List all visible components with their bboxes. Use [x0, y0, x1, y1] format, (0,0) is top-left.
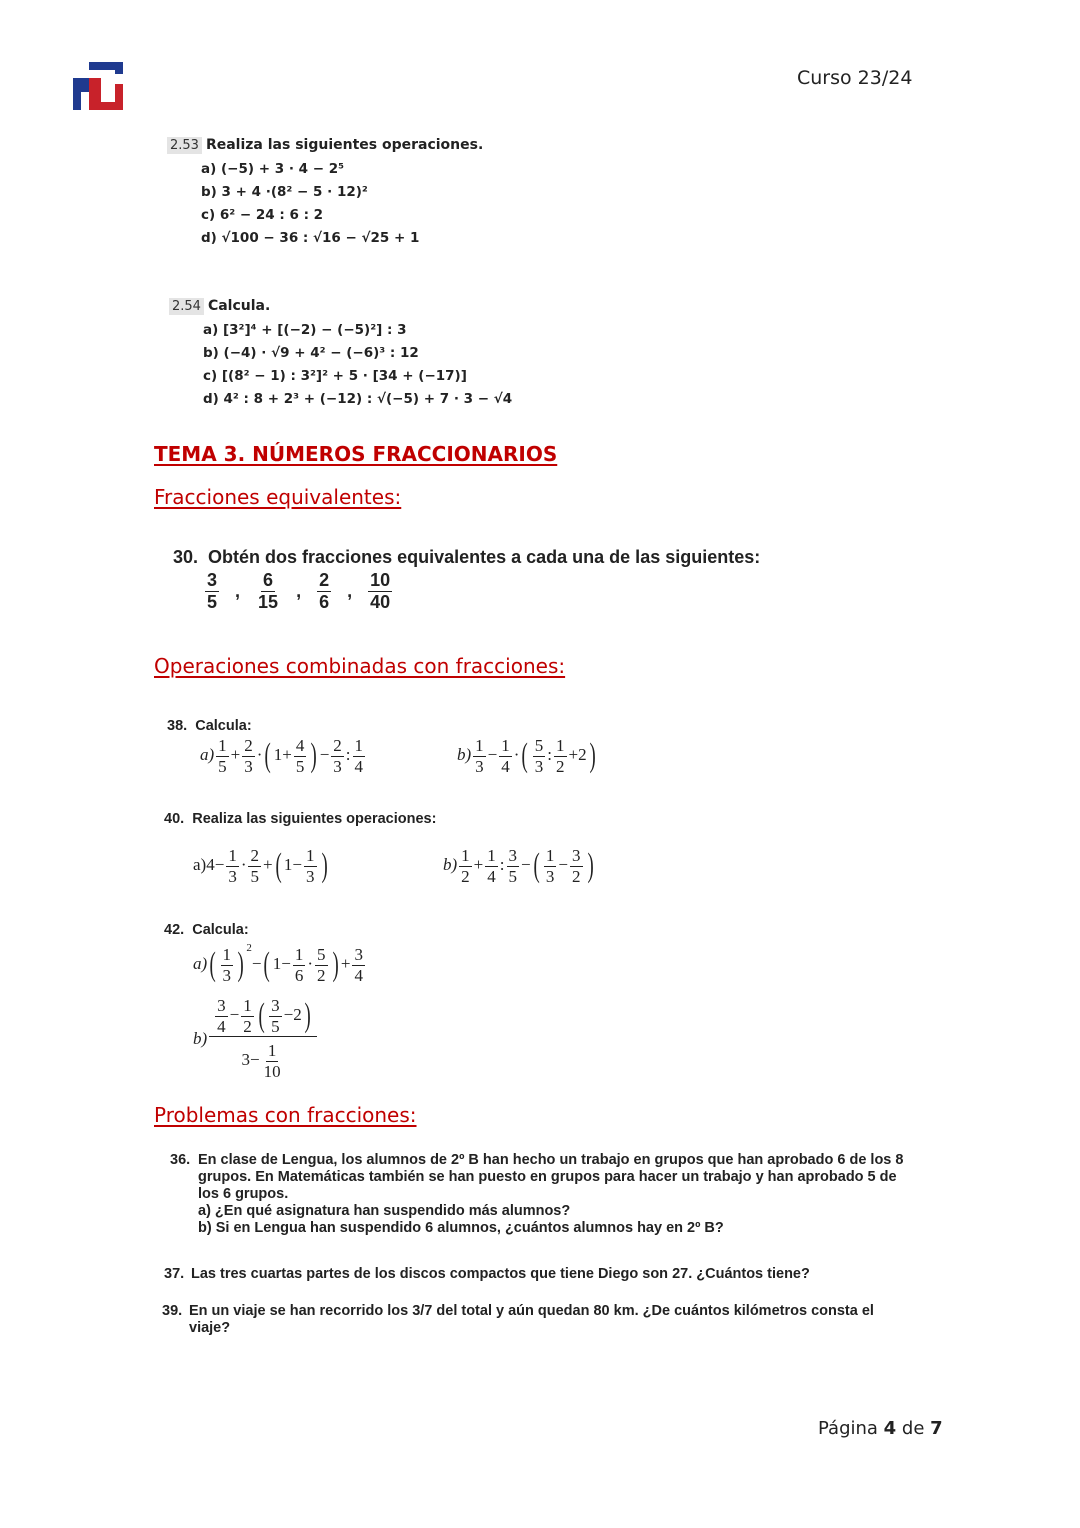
subsection-combined-operations: Operaciones combinadas con fracciones: — [154, 654, 566, 678]
question-text: Calcula: — [192, 922, 249, 938]
exercise-title: Calcula. — [207, 298, 271, 314]
subsection-problems: Problemas con fracciones: — [154, 1103, 417, 1127]
current-page: 4 — [883, 1418, 897, 1439]
exercise-number: 2.53 — [167, 137, 202, 154]
fraction: $\frac{2}{6}$ — [319, 570, 330, 612]
question-text: Realiza las siguientes operaciones: — [192, 811, 437, 827]
section-title: TEMA 3. NÚMEROS FRACCIONARIOS — [154, 442, 558, 466]
separator: , — [296, 580, 302, 601]
expression-40b: b) $\frac{1}{2}$ + $\frac{1}{4}$ : $\frac{3}{5}$ −( $\frac{1}{3}$ − $\frac{3}{2}$ ) — [443, 846, 594, 886]
total-pages: 7 — [930, 1418, 943, 1439]
problem-37 — [164, 1266, 944, 1283]
separator: , — [235, 580, 241, 601]
expression-42a: a)( $\frac{1}{3}$ ) $^2$−( 1− $\frac{1}{6}$ · $\frac{5}{2}$ ) + $\frac{3}{4}$ — [193, 942, 363, 985]
subsection-equivalent-fractions: Fracciones equivalentes: — [154, 485, 402, 509]
expression-42b: b) $\frac{3}{4}$ − $\frac{1}{2}$ ( $\frac{3}{5}$ −2) 3− $\frac{1}{10}$ — [193, 996, 319, 1081]
exercise-number: 2.54 — [169, 298, 204, 315]
problem-36 — [170, 1152, 930, 1237]
problem-line: En clase de Lengua, los alumnos de 2º B han hecho un trabajo en grupos que han aprobado 6 de los 8 — [198, 1152, 904, 1168]
problem-number: 39. — [162, 1303, 183, 1319]
problem-line: los 6 grupos. — [198, 1186, 289, 1202]
fraction: $\frac{10}{40}$ — [370, 570, 391, 612]
question-number: 30. — [173, 547, 199, 567]
question-number: 40. — [164, 811, 185, 827]
expression-38a: a) $\frac{1}{5}$ + $\frac{2}{3}$ ·( 1+ $\frac{4}{5}$ ) − $\frac{2}{3}$ : $\frac{1}{4}$ — [200, 736, 364, 776]
problem-line: a) ¿En qué asignatura han suspendido más alumnos? — [198, 1203, 571, 1219]
question-30 — [173, 547, 760, 612]
question-42 — [164, 922, 249, 938]
problem-line: grupos. En Matemáticas también se han puesto en grupos para hacer un trabajo y han aprobado 5 de — [198, 1169, 897, 1185]
school-logo — [73, 60, 125, 112]
exercise-item: a) (−5) + 3 · 4 − 2⁵ — [201, 161, 345, 177]
exercise-item: c) [(8² − 1) : 3²]² + 5 · [34 + (−17)] — [203, 368, 467, 384]
course-label: Curso 23/24 — [797, 67, 913, 89]
question-38 — [167, 718, 252, 734]
problem-line: En un viaje se han recorrido los 3/7 del total y aún quedan 80 km. ¿De cuántos kilómetros consta el — [189, 1303, 874, 1319]
problem-number: 36. — [170, 1152, 191, 1168]
question-40 — [164, 811, 436, 827]
fraction: $\frac{3}{5}$ — [207, 570, 218, 612]
exercise-2-54 — [169, 297, 512, 411]
problem-number: 37. — [164, 1266, 185, 1282]
question-number: 42. — [164, 922, 185, 938]
problem-line: viaje? — [189, 1320, 231, 1336]
exercise-item: a) [3²]⁴ + [(−2) − (−5)²] : 3 — [203, 322, 407, 338]
fraction: $\frac{6}{15}$ — [258, 570, 279, 612]
problem-line: b) Si en Lengua han suspendido 6 alumnos, ¿cuántos alumnos hay en 2º B? — [198, 1220, 724, 1236]
page-footer: Página 4 de 7 — [818, 1418, 943, 1439]
problem-line: Las tres cuartas partes de los discos compactos que tiene Diego son 27. ¿Cuántos tiene? — [191, 1266, 810, 1282]
exercise-item: b) (−4) · √9 + 4² − (−6)³ : 12 — [203, 345, 419, 361]
separator: , — [347, 580, 353, 601]
expression-40a: a)4− $\frac{1}{3}$ · $\frac{2}{5}$ +( 1− $\frac{1}{3}$ ) — [193, 846, 328, 886]
exercise-item: d) √100 − 36 : √16 − √25 + 1 — [201, 230, 420, 246]
exercise-item: c) 6² − 24 : 6 : 2 — [201, 207, 324, 223]
expression-38b: b) $\frac{1}{3}$ − $\frac{1}{4}$ ·( $\frac{5}{3}$ : $\frac{1}{2}$ +2) — [457, 736, 596, 776]
problem-39 — [162, 1303, 942, 1337]
exercise-2-53 — [167, 136, 483, 250]
exercise-item: b) 3 + 4 ·(8² − 5 · 12)² — [201, 184, 368, 200]
question-text: Obtén dos fracciones equivalentes a cada una de las siguientes: — [208, 547, 761, 567]
exercise-item: d) 4² : 8 + 2³ + (−12) : √(−5) + 7 · 3 − √4 — [203, 391, 513, 407]
question-text: Calcula: — [195, 718, 252, 734]
exercise-title: Realiza las siguientes operaciones. — [205, 137, 484, 153]
question-number: 38. — [167, 718, 188, 734]
